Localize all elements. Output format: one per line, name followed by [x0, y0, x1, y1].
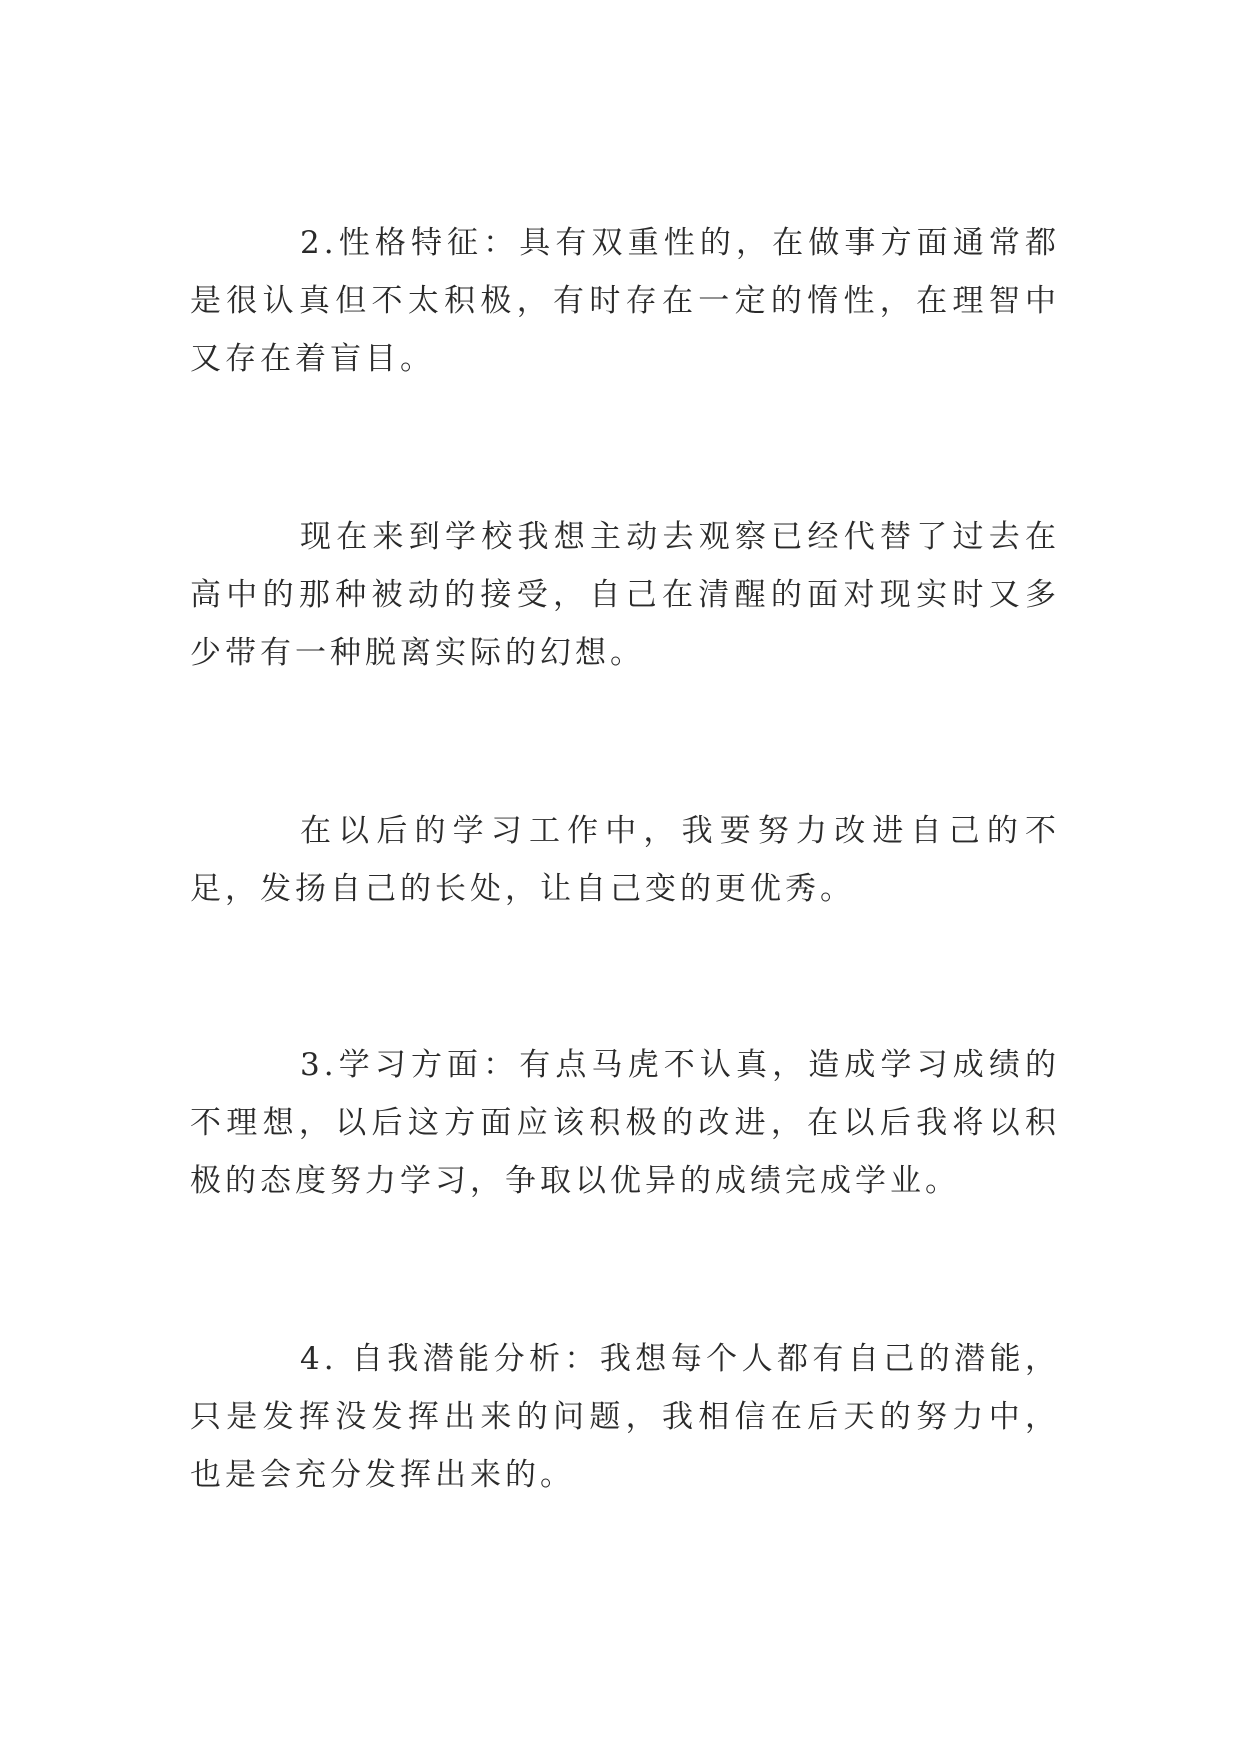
paragraph-personality: 2.性格特征：具有双重性的，在做事方面通常都是很认真但不太积极，有时存在一定的惰性，在理智中又存在着盲目。: [190, 225, 1060, 377]
paragraph-school-observation: 现在来到学校我想主动去观察已经代替了过去在高中的那种被动的接受，自己在清醒的面对现实时又多少带有一种脱离实际的幻想。: [190, 519, 1060, 671]
paragraph-future-improvement: 在以后的学习工作中，我要努力改进自己的不足，发扬自己的长处，让自己变的更优秀。: [190, 813, 1060, 907]
paragraph-study: 3.学习方面：有点马虎不认真，造成学习成绩的不理想，以后这方面应该积极的改进，在以后我将以积极的态度努力学习，争取以优异的成绩完成学业。: [190, 1047, 1060, 1199]
paragraph-potential: 4. 自我潜能分析：我想每个人都有自己的潜能，只是发挥没发挥出来的问题，我相信在后天的努力中，也是会充分发挥出来的。: [190, 1341, 1060, 1493]
